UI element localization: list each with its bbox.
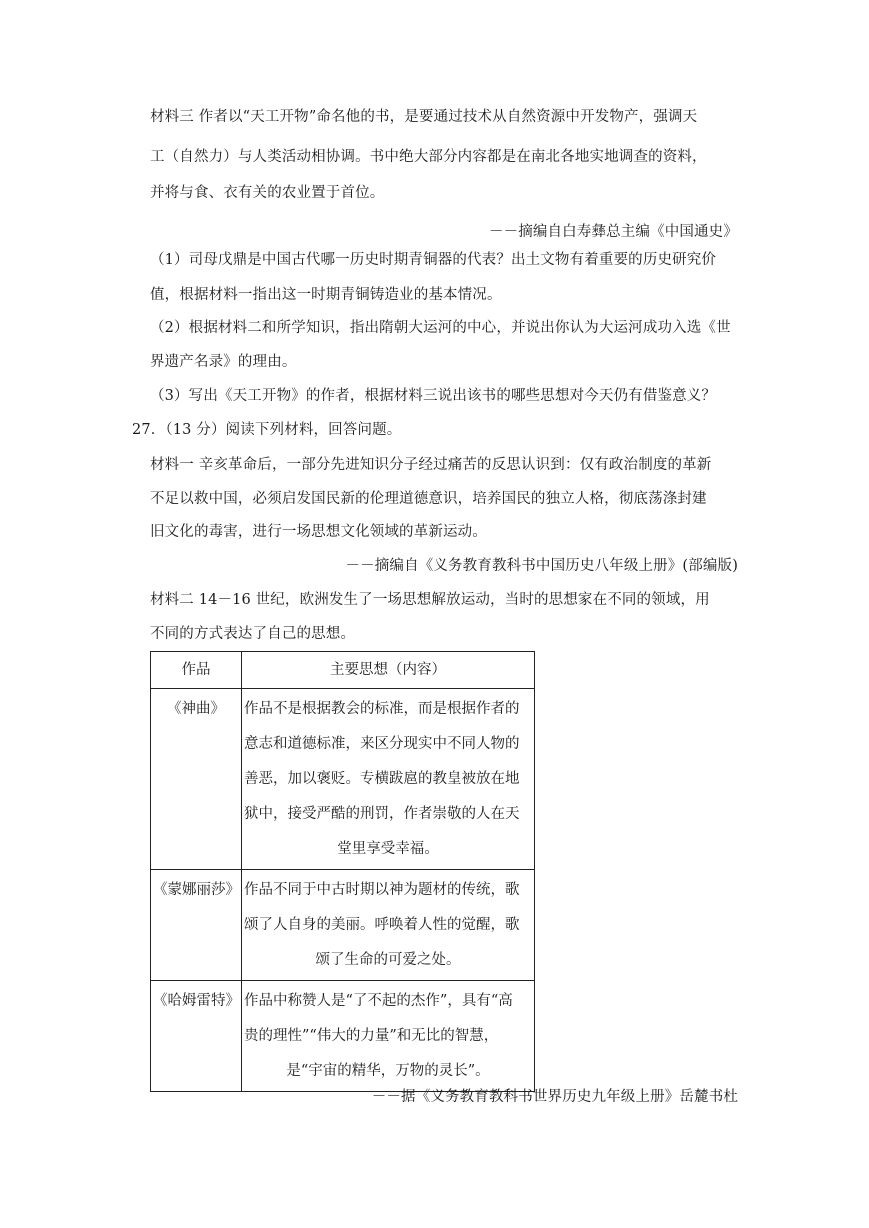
content-line: 作品不是根据教会的标准，而是根据作者的 (244, 701, 520, 717)
column-header-work: 作品 (151, 652, 242, 689)
material3-line-1: 材料三 作者以“天工开物”命名他的书，是要通过技术从自然资源中开发物产，强调天 (150, 109, 698, 125)
content-line: 颂了人自身的美丽。呼唤着人性的觉醒，歌 (244, 917, 520, 933)
content-line: 意志和道德标准，来区分现实中不同人物的 (244, 736, 520, 752)
table-row (151, 689, 535, 870)
q26-sub2-line-2: 界遗产名录》的理由。 (150, 354, 297, 370)
q27-material2-source: －－据《义务教育教科书世界历史九年级上册》岳麓书杜 (371, 1089, 738, 1105)
content-line: 贵的理性”“伟大的力量”和无比的智慧， (244, 1028, 499, 1044)
material3-source: －－摘编自白寿彝总主编《中国通史》 (488, 224, 738, 240)
q27-material2-line-2: 不同的方式表达了自己的思想。 (150, 626, 356, 642)
material3-line-2: 工（自然力）与人类活动相协调。书中绝大部分内容都是在南北各地实地调查的资料， (150, 149, 707, 165)
content-line: 是“宇宙的精华，万物的灵长”。 (286, 1063, 490, 1079)
content-line: 作品中称赞人是“了不起的杰作”，具有“高 (244, 993, 513, 1009)
q27-material2-line-1: 材料二 14－16 世纪，欧洲发生了一场思想解放运动，当时的思想家在不同的领域，用 (150, 592, 710, 608)
table-header-row (151, 652, 535, 689)
work-content (242, 870, 535, 981)
q26-sub3: （3）写出《天工开物》的作者，根据材料三说出该书的哪些思想对今天仍有借鉴意义？ (150, 388, 717, 404)
q27-material1-source: －－摘编自《义务教育教科书中国历史八年级上册》(部编版) (345, 558, 738, 574)
column-header-content: 主要思想（内容） (242, 652, 535, 689)
content-line: 堂里享受幸福。 (337, 841, 439, 857)
work-content (242, 981, 535, 1092)
q27-header: 27．（13 分）阅读下列材料，回答问题。 (132, 422, 402, 438)
works-table (150, 651, 535, 1092)
content-line: 狱中，接受严酷的刑罚，作者崇敬的人在天 (244, 806, 520, 822)
q26-sub1-line-2: 值，根据材料一指出这一时期青铜铸造业的基本情况。 (150, 287, 502, 303)
work-title: 《神曲》 (151, 689, 242, 870)
material3-line-3: 并将与食、衣有关的农业置于首位。 (150, 185, 385, 201)
work-title: 《蒙娜丽莎》 (151, 870, 242, 981)
q26-sub2-line-1: （2）根据材料二和所学知识，指出隋朝大运河的中心，并说出你认为大运河成功入选《世 (150, 320, 731, 336)
content-line: 善恶，加以褒贬。专横跋扈的教皇被放在地 (244, 771, 520, 787)
q27-material1-line-1: 材料一 辛亥革命后，一部分先进知识分子经过痛苦的反思认识到：仅有政治制度的革新 (150, 457, 712, 473)
table-row (151, 981, 535, 1092)
table-row (151, 870, 535, 981)
q26-sub1-line-1: （1）司母戊鼎是中国古代哪一历史时期青铜器的代表？出土文物有着重要的历史研究价 (150, 252, 717, 268)
content-line: 颂了生命的可爱之处。 (315, 952, 461, 968)
work-content (242, 689, 535, 870)
content-line: 作品不同于中古时期以神为题材的传统，歌 (244, 882, 520, 898)
q27-material1-line-2: 不足以救中国，必须启发国民新的伦理道德意识，培养国民的独立人格，彻底荡涤封建 (150, 491, 707, 507)
work-title: 《哈姆雷特》 (151, 981, 242, 1092)
q27-material1-line-3: 旧文化的毒害，进行一场思想文化领域的革新运动。 (150, 524, 487, 540)
